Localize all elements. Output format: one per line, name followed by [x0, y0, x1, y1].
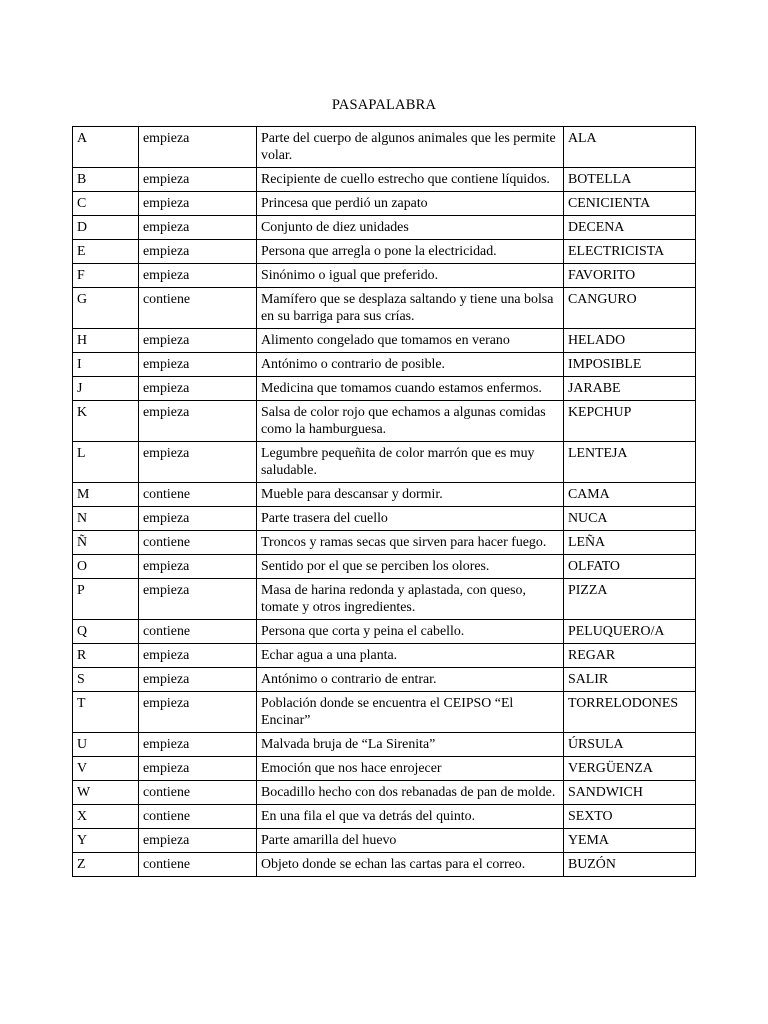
table-row — [73, 288, 696, 329]
clue-cell: Mamífero que se desplaza saltando y tiene una bolsa en su barriga para sus crías. — [257, 288, 564, 329]
clue-cell: Sentido por el que se perciben los olores. — [257, 555, 564, 579]
table-body — [73, 127, 696, 877]
answer-cell: BOTELLA — [564, 168, 696, 192]
answer-cell: SANDWICH — [564, 781, 696, 805]
answer-cell: JARABE — [564, 377, 696, 401]
letter-cell: K — [73, 401, 139, 442]
clue-cell: Recipiente de cuello estrecho que contiene líquidos. — [257, 168, 564, 192]
table-row — [73, 240, 696, 264]
answer-cell: BUZÓN — [564, 853, 696, 877]
rule-cell: empieza — [139, 401, 257, 442]
answer-cell: CANGURO — [564, 288, 696, 329]
clue-cell: Masa de harina redonda y aplastada, con queso, tomate y otros ingredientes. — [257, 579, 564, 620]
answer-cell: HELADO — [564, 329, 696, 353]
clue-cell: Parte trasera del cuello — [257, 507, 564, 531]
table-row — [73, 377, 696, 401]
answer-cell: REGAR — [564, 644, 696, 668]
letter-cell: Z — [73, 853, 139, 877]
answer-cell: ELECTRICISTA — [564, 240, 696, 264]
letter-cell: S — [73, 668, 139, 692]
table-row — [73, 644, 696, 668]
letter-cell: H — [73, 329, 139, 353]
rule-cell: contiene — [139, 620, 257, 644]
rule-cell: contiene — [139, 531, 257, 555]
answer-cell: LEÑA — [564, 531, 696, 555]
rule-cell: empieza — [139, 644, 257, 668]
answer-cell: ÚRSULA — [564, 733, 696, 757]
answer-cell: SALIR — [564, 668, 696, 692]
rule-cell: empieza — [139, 442, 257, 483]
rule-cell: empieza — [139, 353, 257, 377]
clue-cell: Población donde se encuentra el CEIPSO “El Encinar” — [257, 692, 564, 733]
clue-cell: Medicina que tomamos cuando estamos enfermos. — [257, 377, 564, 401]
rule-cell: empieza — [139, 264, 257, 288]
table-row — [73, 507, 696, 531]
letter-cell: F — [73, 264, 139, 288]
rule-cell: empieza — [139, 733, 257, 757]
pasapalabra-table — [72, 126, 696, 877]
letter-cell: C — [73, 192, 139, 216]
answer-cell: OLFATO — [564, 555, 696, 579]
letter-cell: I — [73, 353, 139, 377]
rule-cell: empieza — [139, 216, 257, 240]
answer-cell: VERGÜENZA — [564, 757, 696, 781]
table-row — [73, 781, 696, 805]
table-row — [73, 805, 696, 829]
letter-cell: G — [73, 288, 139, 329]
clue-cell: Sinónimo o igual que preferido. — [257, 264, 564, 288]
letter-cell: Q — [73, 620, 139, 644]
answer-cell: FAVORITO — [564, 264, 696, 288]
clue-cell: Antónimo o contrario de entrar. — [257, 668, 564, 692]
table-row — [73, 264, 696, 288]
rule-cell: empieza — [139, 507, 257, 531]
table-row — [73, 668, 696, 692]
clue-cell: Conjunto de diez unidades — [257, 216, 564, 240]
letter-cell: D — [73, 216, 139, 240]
letter-cell: E — [73, 240, 139, 264]
letter-cell: U — [73, 733, 139, 757]
table-row — [73, 692, 696, 733]
table-row — [73, 483, 696, 507]
rule-cell: empieza — [139, 829, 257, 853]
letter-cell: L — [73, 442, 139, 483]
table-row — [73, 127, 696, 168]
rule-cell: empieza — [139, 668, 257, 692]
clue-cell: Bocadillo hecho con dos rebanadas de pan de molde. — [257, 781, 564, 805]
clue-cell: Legumbre pequeñita de color marrón que es muy saludable. — [257, 442, 564, 483]
rule-cell: empieza — [139, 692, 257, 733]
clue-cell: Mueble para descansar y dormir. — [257, 483, 564, 507]
letter-cell: R — [73, 644, 139, 668]
table-row — [73, 216, 696, 240]
clue-cell: Persona que arregla o pone la electricidad. — [257, 240, 564, 264]
clue-cell: Objeto donde se echan las cartas para el correo. — [257, 853, 564, 877]
table-row — [73, 192, 696, 216]
table-row — [73, 555, 696, 579]
answer-cell: PIZZA — [564, 579, 696, 620]
rule-cell: empieza — [139, 377, 257, 401]
letter-cell: V — [73, 757, 139, 781]
clue-cell: Parte del cuerpo de algunos animales que les permite volar. — [257, 127, 564, 168]
rule-cell: contiene — [139, 853, 257, 877]
letter-cell: N — [73, 507, 139, 531]
answer-cell: PELUQUERO/A — [564, 620, 696, 644]
letter-cell: X — [73, 805, 139, 829]
table-row — [73, 353, 696, 377]
answer-cell: TORRELODONES — [564, 692, 696, 733]
rule-cell: empieza — [139, 329, 257, 353]
answer-cell: YEMA — [564, 829, 696, 853]
table-row — [73, 168, 696, 192]
clue-cell: Persona que corta y peina el cabello. — [257, 620, 564, 644]
answer-cell: CENICIENTA — [564, 192, 696, 216]
table-row — [73, 531, 696, 555]
letter-cell: B — [73, 168, 139, 192]
letter-cell: O — [73, 555, 139, 579]
clue-cell: Echar agua a una planta. — [257, 644, 564, 668]
answer-cell: ALA — [564, 127, 696, 168]
rule-cell: empieza — [139, 192, 257, 216]
clue-cell: En una fila el que va detrás del quinto. — [257, 805, 564, 829]
letter-cell: A — [73, 127, 139, 168]
clue-cell: Parte amarilla del huevo — [257, 829, 564, 853]
letter-cell: T — [73, 692, 139, 733]
answer-cell: CAMA — [564, 483, 696, 507]
answer-cell: NUCA — [564, 507, 696, 531]
clue-cell: Alimento congelado que tomamos en verano — [257, 329, 564, 353]
clue-cell: Princesa que perdió un zapato — [257, 192, 564, 216]
table-row — [73, 853, 696, 877]
rule-cell: contiene — [139, 288, 257, 329]
clue-cell: Salsa de color rojo que echamos a algunas comidas como la hamburguesa. — [257, 401, 564, 442]
letter-cell: P — [73, 579, 139, 620]
rule-cell: contiene — [139, 805, 257, 829]
letter-cell: M — [73, 483, 139, 507]
rule-cell: empieza — [139, 579, 257, 620]
table-row — [73, 733, 696, 757]
rule-cell: empieza — [139, 555, 257, 579]
table-row — [73, 442, 696, 483]
table-row — [73, 620, 696, 644]
clue-cell: Troncos y ramas secas que sirven para hacer fuego. — [257, 531, 564, 555]
table-row — [73, 329, 696, 353]
letter-cell: Ñ — [73, 531, 139, 555]
rule-cell: contiene — [139, 781, 257, 805]
rule-cell: empieza — [139, 757, 257, 781]
document-title: PASAPALABRA — [331, 97, 437, 113]
table-row — [73, 757, 696, 781]
letter-cell: J — [73, 377, 139, 401]
clue-cell: Antónimo o contrario de posible. — [257, 353, 564, 377]
letter-cell: W — [73, 781, 139, 805]
answer-cell: KEPCHUP — [564, 401, 696, 442]
rule-cell: empieza — [139, 240, 257, 264]
table-row — [73, 579, 696, 620]
answer-cell: IMPOSIBLE — [564, 353, 696, 377]
table-row — [73, 829, 696, 853]
rule-cell: contiene — [139, 483, 257, 507]
clue-cell: Emoción que nos hace enrojecer — [257, 757, 564, 781]
table-row — [73, 401, 696, 442]
rule-cell: empieza — [139, 127, 257, 168]
answer-cell: DECENA — [564, 216, 696, 240]
clue-cell: Malvada bruja de “La Sirenita” — [257, 733, 564, 757]
answer-cell: LENTEJA — [564, 442, 696, 483]
letter-cell: Y — [73, 829, 139, 853]
rule-cell: empieza — [139, 168, 257, 192]
answer-cell: SEXTO — [564, 805, 696, 829]
